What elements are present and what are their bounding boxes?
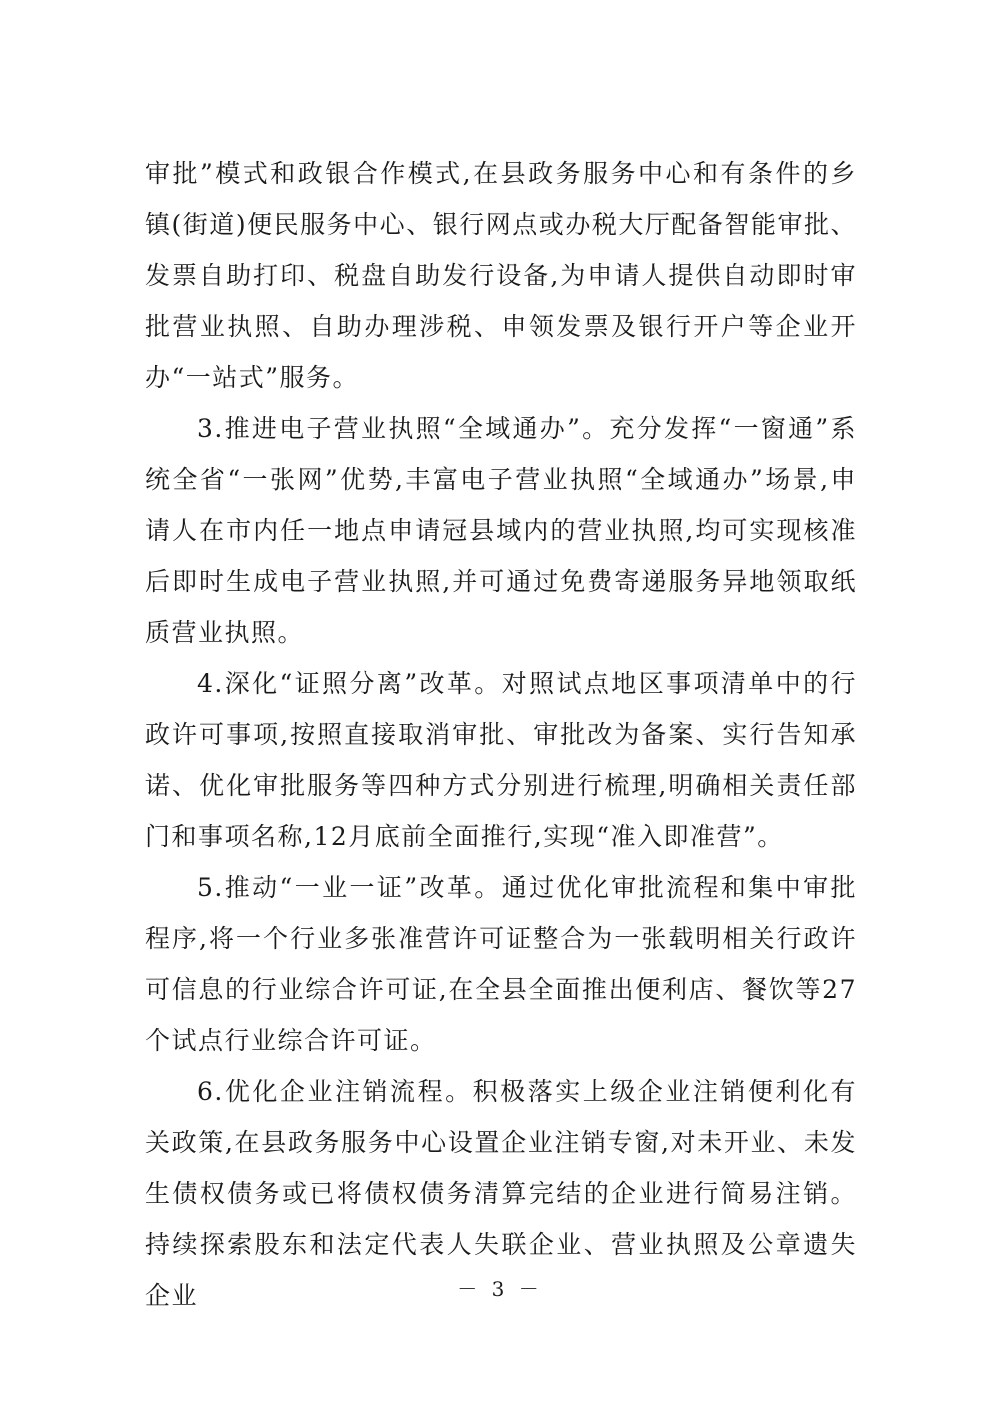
paragraph-continuation: 审批”模式和政银合作模式,在县政务服务中心和有条件的乡镇(街道)便民服务中心、银行网点或办税大厅配备智能审批、发票自助打印、税盘自助发行设备,为申请人提供自动即时审批营业执照、自助办理涉税、申领发票及银行开户等企业开办“一站式”服务。 [145,159,857,392]
document-body [145,148,857,1321]
paragraph-item-3: 3.推进电子营业执照“全域通办”。充分发挥“一窗通”系统全省“一张网”优势,丰富电子营业执照“全域通办”场景,申请人在市内任一地点申请冠县域内的营业执照,均可实现核准后即时生成电子营业执照,并可通过免费寄递服务异地领取纸质营业执照。 [145,414,857,647]
paragraph-item-4: 4.深化“证照分离”改革。对照试点地区事项清单中的行政许可事项,按照直接取消审批、审批改为备案、实行告知承诺、优化审批服务等四种方式分别进行梳理,明确相关责任部门和事项名称,12月底前全面推行,实现“准入即准营”。 [145,669,857,851]
page-number: － 3 － [457,1277,543,1301]
paragraph-item-5: 5.推动“一业一证”改革。通过优化审批流程和集中审批程序,将一个行业多张准营许可证整合为一张载明相关行政许可信息的行业综合许可证,在全县全面推出便利店、餐饮等27个试点行业综合许可证。 [145,873,857,1055]
paragraph-item-6: 6.优化企业注销流程。积极落实上级企业注销便利化有关政策,在县政务服务中心设置企业注销专窗,对未开业、未发生债权债务或已将债权债务清算完结的企业进行简易注销。持续探索股东和法定代表人失联企业、营业执照及公章遗失企业 [145,1077,857,1310]
